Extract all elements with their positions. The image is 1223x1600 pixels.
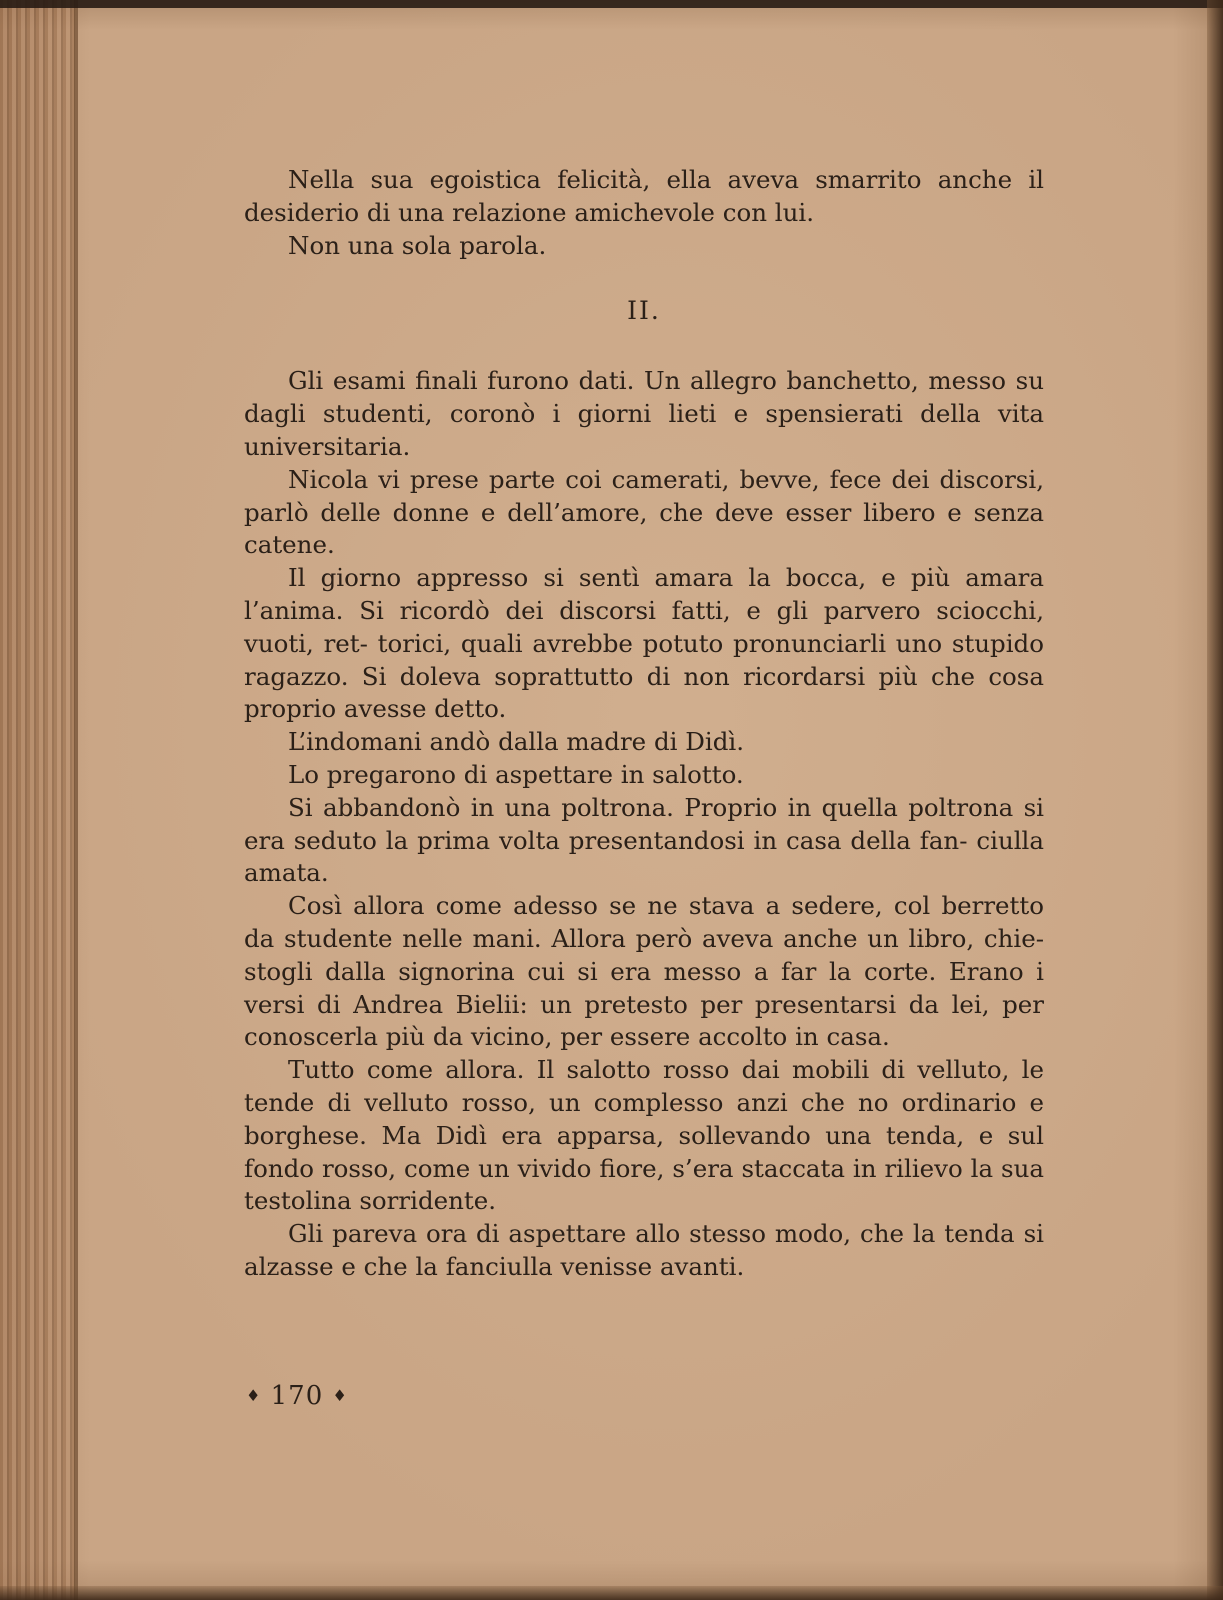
diamond-ornament-icon: ♦ (246, 1386, 262, 1405)
paragraph: Gli pareva ora di aspettare allo stesso modo, che la tenda si alzasse e che la fanciulla venisse avanti. (244, 1219, 1044, 1281)
page-number-footer (246, 1381, 348, 1411)
paragraph: L’indomani andò dalla madre di Didì. (288, 727, 745, 757)
section-heading: II. (627, 296, 661, 326)
paragraph: Lo pregarono di aspettare in salotto. (288, 759, 744, 789)
page-right-edge (1207, 0, 1223, 1600)
book-spine (0, 0, 78, 1600)
paragraph: Gli esami finali furono dati. Un allegro banchetto, messo su dagli studenti, coronò i giorni lieti e spensierati della vita universitaria. (244, 366, 1044, 461)
spine-shadow (74, 0, 78, 1600)
paragraph: Nicola vi prese parte coi camerati, bevve, fece dei discorsi, parlò delle donne e dell’amore, che deve esser libero e senza catene. (244, 464, 1044, 560)
paragraph: Nella sua egoistica felicità, ella aveva smarrito anche il desiderio di una relazione amichevole con lui. (244, 165, 1044, 227)
diamond-ornament-icon: ♦ (332, 1386, 348, 1405)
paragraph: Tutto come allora. Il salotto rosso dai mobili di velluto, le tende di velluto rosso, un complesso anzi che no ordinario e borghese. Ma Didì era apparsa, sollevando una tenda, e sul fondo rosso, come un vivido fiore, s’era staccata in rilievo la sua testolina sorridente. (244, 1055, 1044, 1216)
page-number: 170 (270, 1381, 324, 1411)
paragraph: Così allora come adesso se ne stava a sedere, col berretto da studente nelle mani. Allora però aveva anche un libro, chie- stogli dalla signorina cui si era messo a far la corte. Erano i versi di Andrea Bielii: un pretesto per presentarsi da lei, per conoscerla più da vicino, per essere accolto in casa. (244, 891, 1044, 1052)
body-text (244, 164, 1044, 1284)
paragraph: Non una sola parola. (288, 230, 547, 260)
paragraph: Si abbandonò in una poltrona. Proprio in quella poltrona si era seduto la prima volta presentandosi in casa della fan- ciulla amata. (244, 792, 1044, 888)
page-bottom-edge (0, 1586, 1223, 1600)
paragraph: Il giorno appresso si sentì amara la bocca, e più amara l’anima. Si ricordò dei discorsi fatti, e gli parvero sciocchi, vuoti, ret- torici, quali avrebbe potuto pronunciarli uno stupido ragazzo. Si doleva soprattutto di non ricordarsi più che cosa proprio avesse detto. (244, 563, 1044, 724)
page-top-edge (0, 0, 1223, 8)
